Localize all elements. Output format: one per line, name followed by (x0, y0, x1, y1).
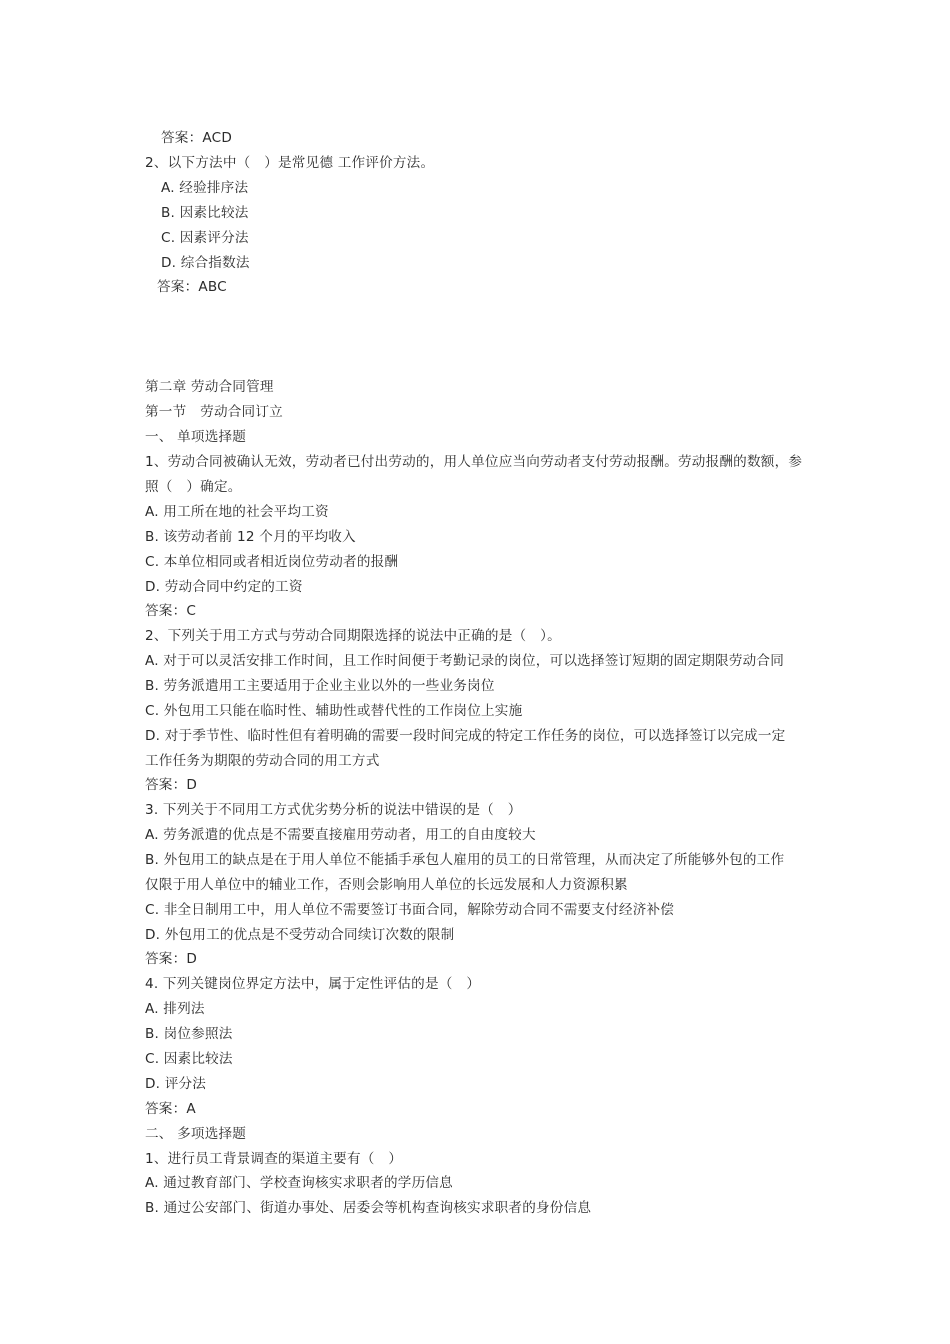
section-title: 第一节 劳动合同订立 (145, 404, 283, 420)
option-line: A. 经验排序法 (161, 180, 249, 196)
answer-line: 答案：D (145, 777, 198, 793)
option-line: B. 岗位参照法 (145, 1026, 233, 1042)
option-line: D. 对于季节性、临时性但有着明确的需要一段时间完成的特定工作任务的岗位，可以选择签订以完成一定 (145, 728, 786, 744)
question-line: 1、进行员工背景调查的渠道主要有（ ） (145, 1151, 403, 1167)
option-line: B. 因素比较法 (161, 205, 249, 221)
question-line: 2、以下方法中（ ）是常见德 工作评价方法。 (145, 155, 435, 171)
option-line: A. 对于可以灵活安排工作时间，且工作时间便于考勤记录的岗位，可以选择签订短期的固定期限劳动合同 (145, 653, 785, 669)
option-line: D. 综合指数法 (161, 255, 250, 271)
option-line: A. 通过教育部门、学校查询核实求职者的学历信息 (145, 1175, 453, 1191)
option-line: A. 排列法 (145, 1001, 205, 1017)
option-line: C. 因素比较法 (145, 1051, 233, 1067)
option-line: A. 劳务派遣的优点是不需要直接雇用劳动者，用工的自由度较大 (145, 827, 536, 843)
chapter-title: 第二章 劳动合同管理 (145, 379, 274, 395)
option-line: C. 非全日制用工中，用人单位不需要签订书面合同，解除劳动合同不需要支付经济补偿 (145, 902, 675, 918)
question-line: 照（ ）确定。 (145, 479, 242, 495)
answer-line: 答案：A (145, 1101, 196, 1117)
question-line: 1、劳动合同被确认无效，劳动者已付出劳动的，用人单位应当向劳动者支付劳动报酬。劳动报酬的数额，参 (145, 454, 803, 470)
option-line: D. 外包用工的优点是不受劳动合同续订次数的限制 (145, 927, 455, 943)
option-line: D. 劳动合同中约定的工资 (145, 579, 303, 595)
answer-line: 答案：ABC (157, 279, 227, 295)
answer-line: 答案：ACD (161, 130, 233, 146)
option-line: C. 因素评分法 (161, 230, 249, 246)
option-line: B. 通过公安部门、街道办事处、居委会等机构查询核实求职者的身份信息 (145, 1200, 592, 1216)
option-line: B. 劳务派遣用工主要适用于企业主业以外的一些业务岗位 (145, 678, 495, 694)
option-line: C. 外包用工只能在临时性、辅助性或替代性的工作岗位上实施 (145, 703, 523, 719)
answer-line: 答案：C (145, 603, 197, 619)
question-line: 4. 下列关键岗位界定方法中，属于定性评估的是（ ） (145, 976, 481, 992)
question-line: 3. 下列关于不同用工方式优劣势分析的说法中错误的是（ ） (145, 802, 522, 818)
answer-line: 答案：D (145, 951, 198, 967)
option-line: B. 外包用工的缺点是在于用人单位不能插手承包人雇用的员工的日常管理，从而决定了所能够外包的工作 (145, 852, 785, 868)
option-line: D. 评分法 (145, 1076, 207, 1092)
option-line: C. 本单位相同或者相近岗位劳动者的报酬 (145, 554, 399, 570)
option-line: B. 该劳动者前 12 个月的平均收入 (145, 529, 356, 545)
question-type-heading: 二、 多项选择题 (145, 1126, 247, 1142)
question-line: 2、下列关于用工方式与劳动合同期限选择的说法中正确的是（ ）。 (145, 628, 561, 644)
option-line: 工作任务为期限的劳动合同的用工方式 (145, 753, 380, 769)
option-line: 仅限于用人单位中的辅业工作，否则会影响用人单位的长远发展和人力资源积累 (145, 877, 628, 893)
question-type-heading: 一、 单项选择题 (145, 429, 247, 445)
option-line: A. 用工所在地的社会平均工资 (145, 504, 329, 520)
